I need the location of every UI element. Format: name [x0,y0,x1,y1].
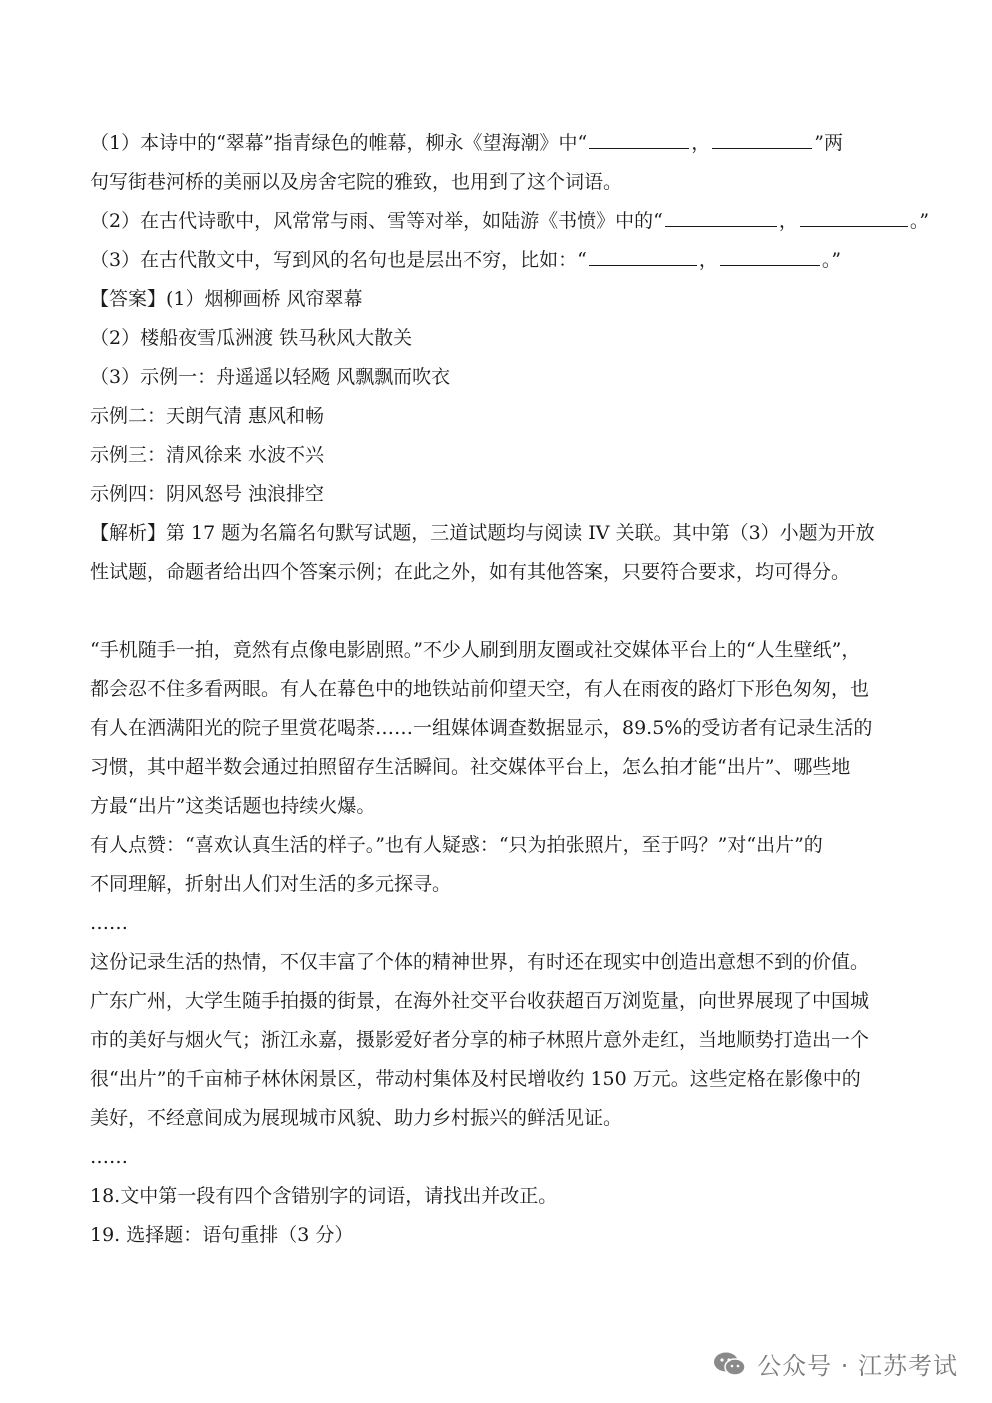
answer-blank [712,128,812,149]
text-segment: ， [778,210,798,232]
paragraph-gap [90,592,905,631]
question-19: 19. 选择题：语句重排（3 分） [90,1224,354,1246]
passage-line: “手机随手一拍，竟然有点像电影剧照。”不少人刷到朋友圈或社交媒体平台上的“人生壁纸”， [90,639,861,661]
question-17-2-line [90,202,930,241]
answer-line: 示例三：清风徐来 水波不兴 [90,444,325,466]
answer-line: （3）示例一：舟遥遥以轻飏 风飘飘而吹衣 [90,366,451,388]
analysis-line: 【解析】第 17 题为名篇名句默写试题，三道试题均与阅读 IV 关联。其中第（3）小题为开放 [90,522,875,544]
answer-line: 示例二：天朗气清 惠风和畅 [90,405,325,427]
question-17-1-line [90,124,905,163]
text-segment: ”两 [814,132,843,154]
question-17-3-line [90,241,905,280]
passage-line: 有人在洒满阳光的院子里赏花喝荼……一组媒体调查数据显示，89.5%的受访者有记录生活的 [90,717,873,739]
passage-line: 很“出片”的千亩柿子林休闲景区，带动村集体及村民增收约 150 万元。这些定格在影像中的 [90,1068,861,1090]
answer-line: 【答案】(1）烟柳画桥 风帘翠幕 [90,288,363,310]
passage-line: 习惯，其中超半数会通过拍照留存生活瞬间。社交媒体平台上，怎么拍才能“出片”、哪些地 [90,756,851,778]
passage-line: 这份记录生活的热情，不仅丰富了个体的精神世界，有时还在现实中创造出意想不到的价值。 [90,951,870,973]
answer-blank [589,128,689,149]
passage-line: 方最“出片”这类话题也持续火爆。 [90,795,376,817]
answer-line: （2）楼船夜雪瓜洲渡 铁马秋风大散关 [90,327,413,349]
question-17-1-cont: 句写街巷河桥的美丽以及房舍宅院的雅致，也用到了这个词语。 [90,171,623,193]
answer-blank [720,245,820,266]
passage-line: 市的美好与烟火气；浙江永嘉，摄影爱好者分享的柿子林照片意外走红，当地顺势打造出一个 [90,1029,870,1051]
text-segment: 。” [909,210,930,232]
answer-line: 示例四：阴风怒号 浊浪排空 [90,483,325,505]
text-segment: 。” [821,249,842,271]
answer-blank [665,206,777,227]
watermark [713,1346,958,1381]
ellipsis-line: …… [90,912,128,934]
text-segment: （2）在古代诗歌中，风常常与雨、雪等对举，如陆游《书愤》中的“ [90,210,663,232]
passage-line: 广东广州，大学生随手拍摄的街景，在海外社交平台收获超百万浏览量，向世界展现了中国城 [90,990,870,1012]
text-segment: ， [698,249,718,271]
ellipsis-line: …… [90,1146,128,1168]
analysis-line: 性试题，命题者给出四个答案示例；在此之外，如有其他答案，只要符合要求，均可得分。 [90,561,851,583]
passage-line: 不同理解，折射出人们对生活的多元探寻。 [90,873,452,895]
text-segment: ， [691,132,711,154]
passage-line: 美好，不经意间成为展现城市风貌、助力乡村振兴的鲜活见证。 [90,1107,623,1129]
answer-blank [589,245,697,266]
wechat-icon [713,1351,747,1377]
text-segment: （3）在古代散文中，写到风的名句也是层出不穷，比如：“ [90,249,587,271]
question-18: 18.文中第一段有四个含错别字的词语，请找出并改正。 [90,1185,558,1207]
passage-line: 有人点赞：“喜欢认真生活的样子。”也有人疑惑：“只为拍张照片，至于吗？”对“出片”的 [90,834,823,856]
text-segment: （1）本诗中的“翠幕”指青绿色的帷幕，柳永《望海潮》中“ [90,132,588,154]
document-page [90,124,930,1255]
watermark-text: 公众号 · 江苏考试 [757,1352,958,1380]
passage-line: 都会忍不住多看两眼。有人在幕色中的地铁站前仰望天空，有人在雨夜的路灯下形色匆匆，也 [90,678,870,700]
answer-blank [800,206,908,227]
